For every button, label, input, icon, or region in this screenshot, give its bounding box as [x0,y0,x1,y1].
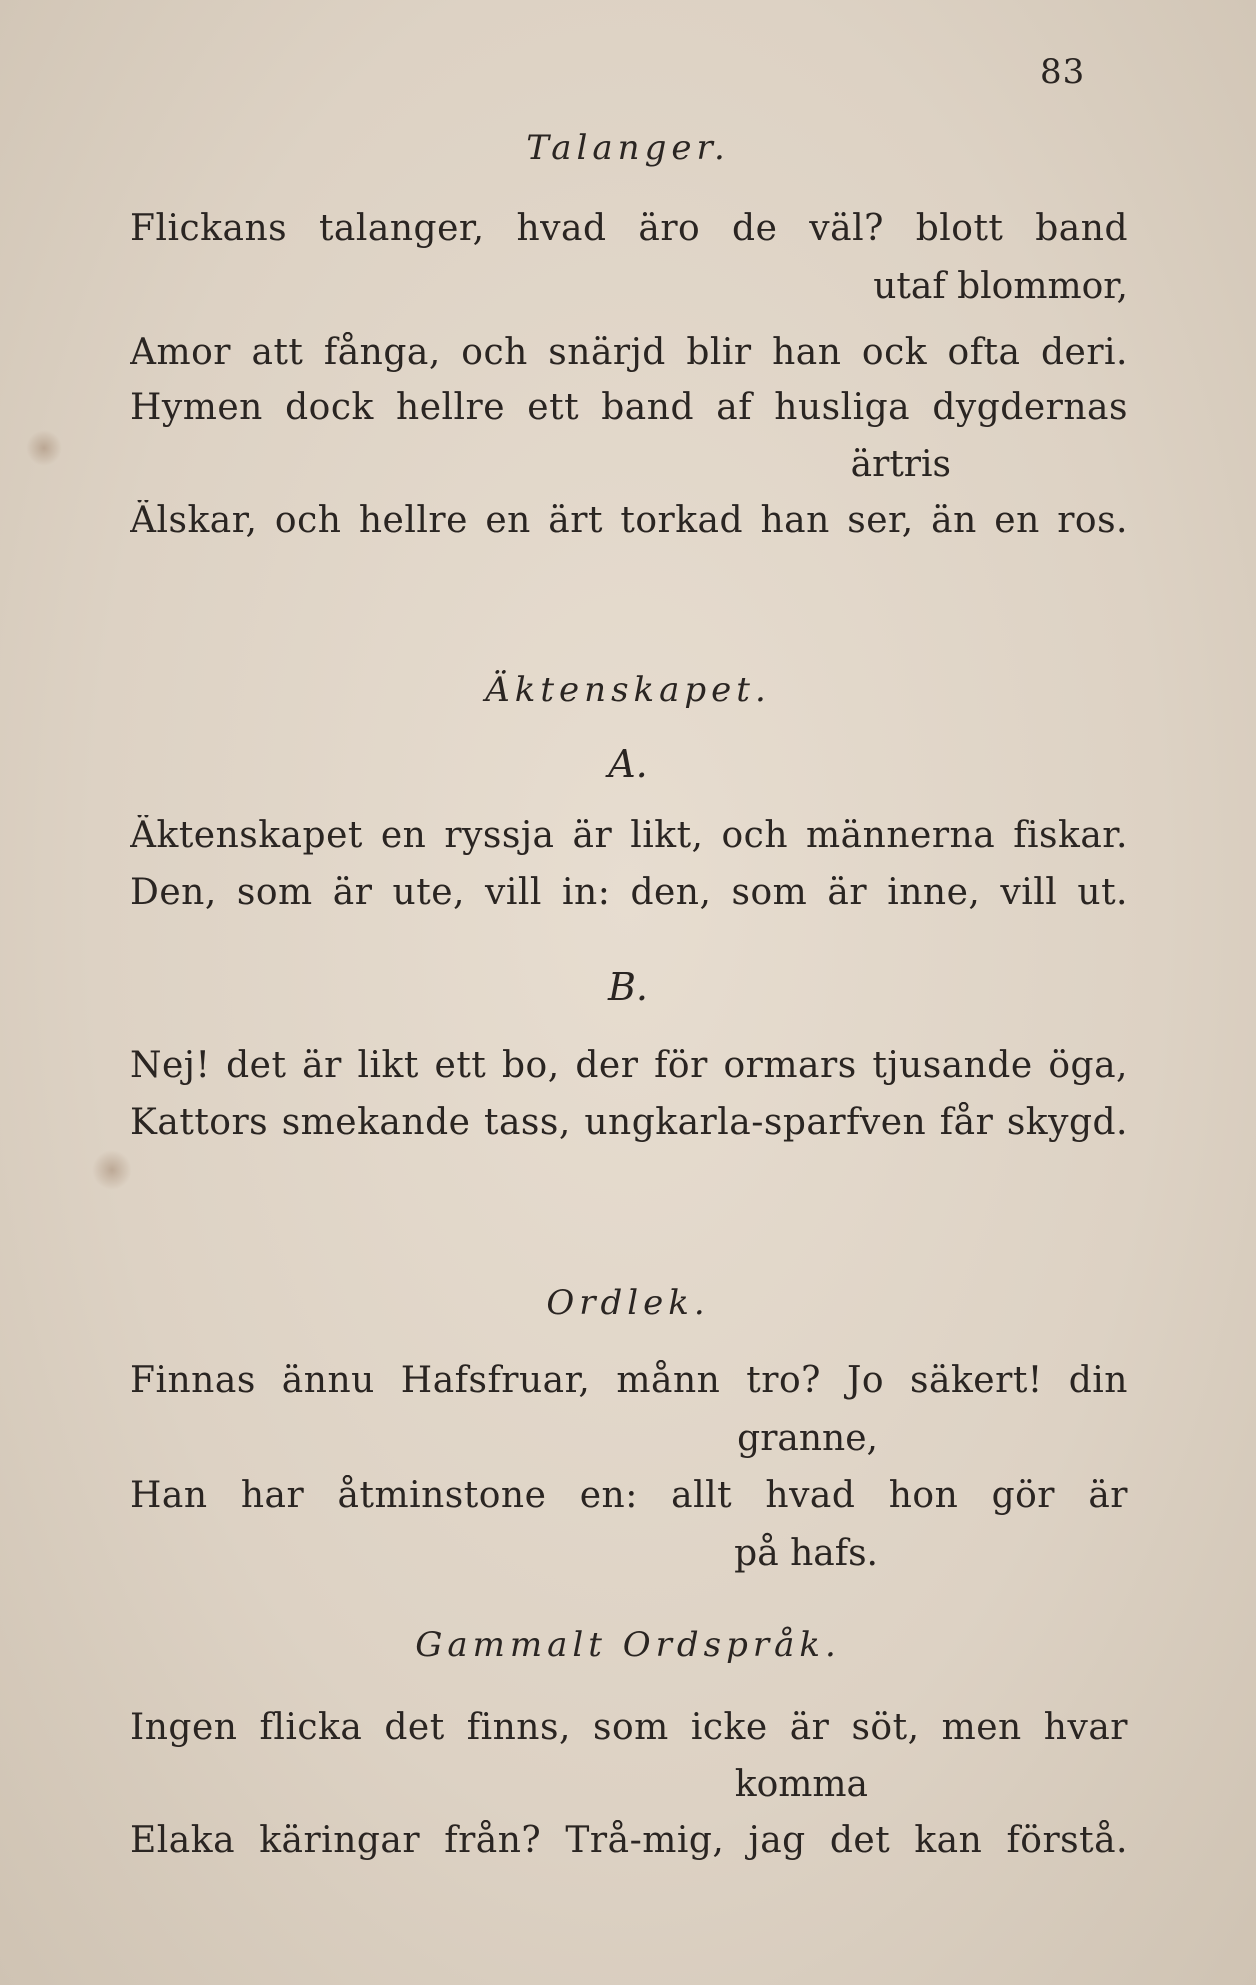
verse-line-continuation: granne, [737,1418,878,1459]
part-label-a: A. [608,742,648,786]
verse-line: Äktenskapet en ryssja är likt, och männerna fiskar. [130,815,1128,856]
section-title-aktenskapet: Äktenskapet. [485,670,771,710]
verse-line: Flickans talanger, hvad äro de väl? blott band [130,208,1128,249]
verse-line-continuation: ärtris [850,444,951,485]
page-number: 83 [1040,52,1086,92]
verse-line: Elaka käringar från? Trå-mig, jag det kan förstå. [130,1820,1128,1861]
paper-stain [26,430,62,466]
paper-stain [92,1150,132,1190]
verse-line: Finnas ännu Hafsfruar, månn tro? Jo säkert! din [130,1360,1128,1401]
part-label-b: B. [607,965,648,1009]
verse-line: Ingen flicka det finns, som icke är söt, men hvar [130,1707,1128,1748]
section-title-talanger: Talanger. [526,128,730,168]
verse-line: Älskar, och hellre en ärt torkad han ser, än en ros. [130,500,1128,541]
verse-line-continuation: komma [734,1764,868,1805]
section-title-gammalt-ordsprak: Gammalt Ordspråk. [415,1625,841,1665]
verse-line: Hymen dock hellre ett band af husliga dygdernas [130,387,1128,428]
section-title-ordlek: Ordlek. [546,1283,710,1323]
verse-line: Amor att fånga, och snärjd blir han ock ofta deri. [130,332,1128,373]
verse-line: Nej! det är likt ett bo, der för ormars tjusande öga, [130,1045,1128,1086]
verse-line-continuation: utaf blommor, [873,266,1128,307]
verse-line: Han har åtminstone en: allt hvad hon gör är [130,1475,1128,1516]
verse-line: Den, som är ute, vill in: den, som är inne, vill ut. [130,872,1128,913]
verse-line: Kattors smekande tass, ungkarla-sparfven får skygd. [130,1102,1128,1143]
verse-line-continuation: på hafs. [734,1533,878,1574]
